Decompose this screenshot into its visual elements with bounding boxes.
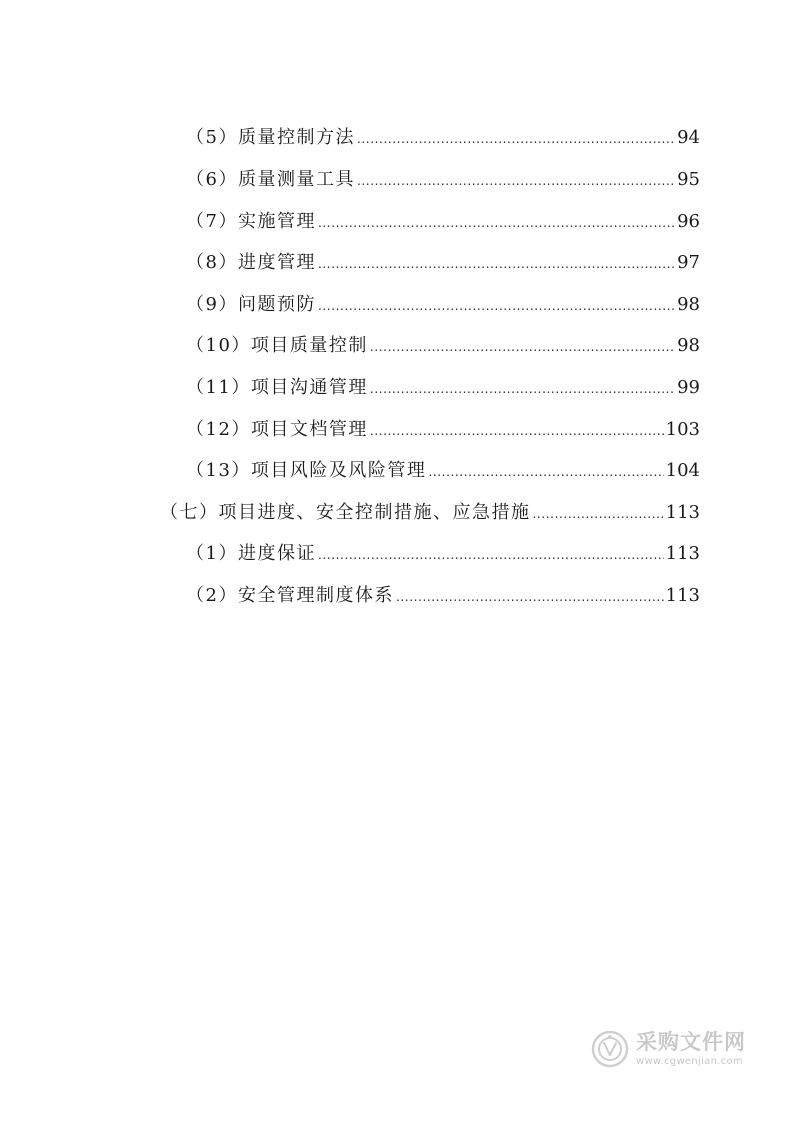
toc-entry[interactable] [186, 370, 700, 400]
toc-entry[interactable] [186, 245, 700, 275]
toc-leader-dots [396, 584, 664, 608]
toc-entry-label: （6）质量测量工具 [186, 169, 355, 190]
toc-entry[interactable] [186, 204, 700, 234]
toc-entry[interactable] [186, 536, 700, 566]
toc-entry-label: （11）项目沟通管理 [186, 377, 368, 398]
toc-leader-dots [357, 126, 675, 150]
toc-page-number: 113 [665, 543, 700, 564]
toc-entry-label: （8）进度管理 [186, 252, 316, 273]
toc-page-number: 104 [665, 460, 700, 481]
toc-page-number: 99 [677, 377, 700, 398]
toc-leader-dots [533, 501, 664, 525]
watermark-site-name: 采购文件网 [636, 1029, 746, 1054]
toc-page-number: 94 [677, 127, 700, 148]
watermark-site-url: www.cgwenjian.com [636, 1055, 743, 1067]
toc-page-number: 113 [665, 502, 700, 523]
site-watermark [590, 1026, 760, 1072]
toc-entry[interactable] [186, 162, 700, 192]
toc-entry-label: （12）项目文档管理 [186, 419, 368, 440]
cgwenjian-logo-icon [590, 1029, 630, 1069]
toc-page-number: 113 [665, 585, 700, 606]
toc-leader-dots [318, 542, 664, 566]
toc-leader-dots [357, 168, 675, 192]
toc-entry-label: （9）问题预防 [186, 294, 316, 315]
toc-entry-label: （10）项目质量控制 [186, 335, 368, 356]
toc-entry[interactable] [186, 412, 700, 442]
toc-leader-dots [370, 418, 664, 442]
toc-entry-section[interactable] [160, 495, 700, 525]
toc-page-number: 98 [677, 294, 700, 315]
toc-leader-dots [428, 459, 663, 483]
toc-page-number: 98 [677, 335, 700, 356]
toc-entry[interactable] [186, 287, 700, 317]
toc-page-number: 95 [677, 169, 700, 190]
toc-entry-label: （1）进度保证 [186, 543, 316, 564]
toc-leader-dots [370, 376, 675, 400]
toc-page-number: 97 [677, 252, 700, 273]
toc-entry-label: （7）实施管理 [186, 211, 316, 232]
toc-leader-dots [370, 334, 675, 358]
toc-entry-label: （5）质量控制方法 [186, 127, 355, 148]
toc-entry[interactable] [186, 453, 700, 483]
toc-page-number: 103 [665, 419, 700, 440]
toc-leader-dots [318, 293, 675, 317]
toc-page-number: 96 [677, 211, 700, 232]
toc-entry[interactable] [186, 328, 700, 358]
toc-entry-label: （13）项目风险及风险管理 [186, 460, 427, 481]
toc-leader-dots [318, 210, 675, 234]
toc-entry-label: （七）项目进度、安全控制措施、应急措施 [160, 502, 531, 523]
toc-entry[interactable] [186, 578, 700, 608]
toc-entry-label: （2）安全管理制度体系 [186, 585, 394, 606]
toc-entry[interactable] [186, 120, 700, 150]
toc-leader-dots [318, 251, 675, 275]
